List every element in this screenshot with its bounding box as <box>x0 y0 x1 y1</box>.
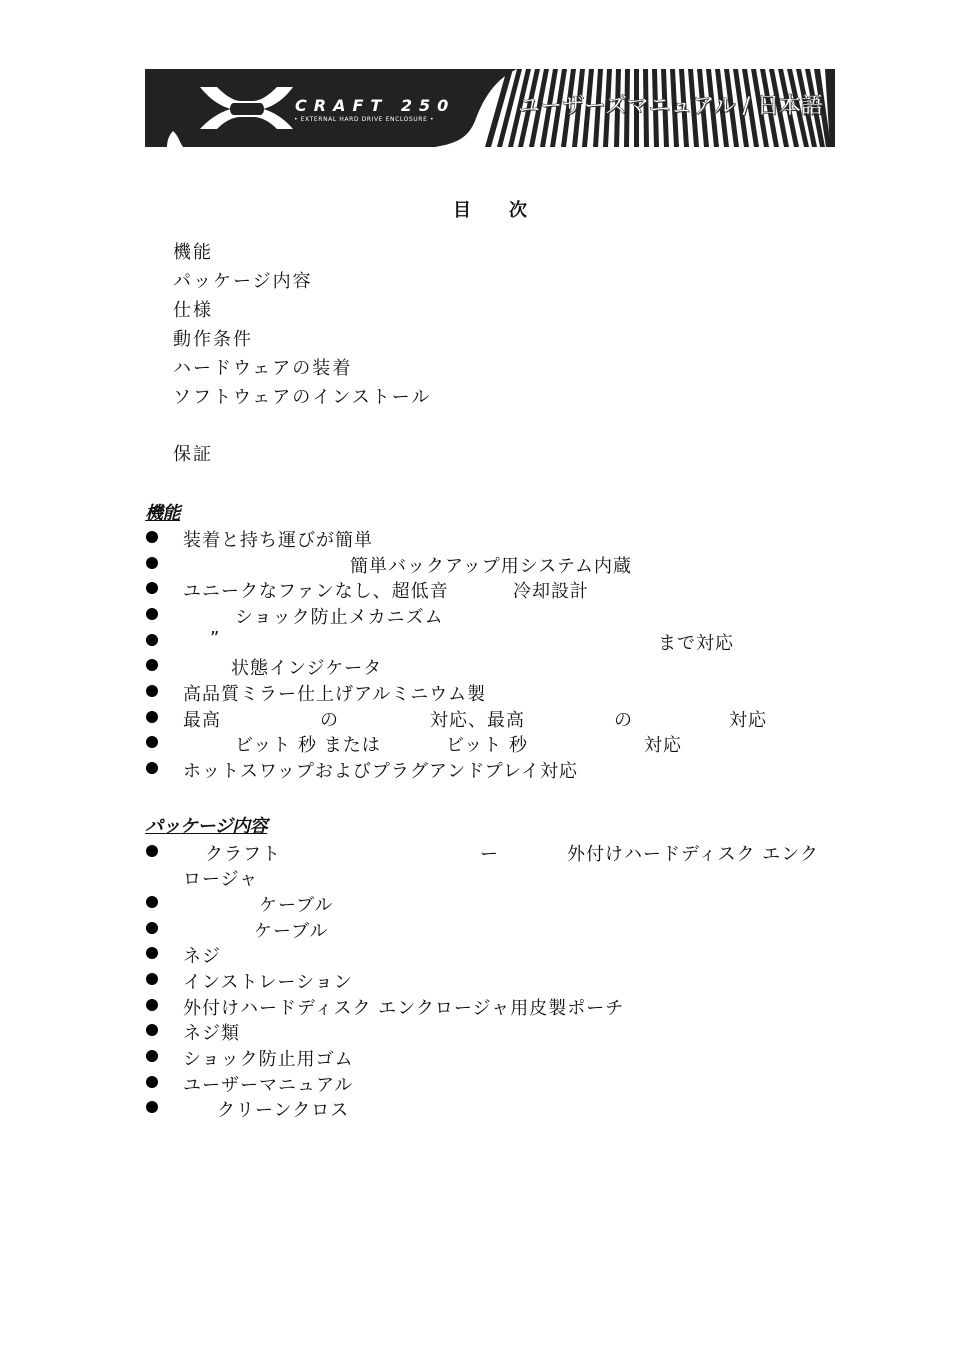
package-item-text: ユーザーマニュアル <box>183 1075 354 1096</box>
package-item-text: ケーブル <box>259 895 334 916</box>
toc-item: 保証 <box>173 444 213 465</box>
bullet-icon <box>146 896 158 908</box>
toc-title-right: 次 <box>509 200 529 221</box>
feature-item-text: 対応、最高 <box>430 710 525 731</box>
package-item-text: クラフト <box>205 844 281 865</box>
feature-item-text: 高品質ミラー仕上げアルミニウム製 <box>183 684 487 705</box>
feature-item-text: ” <box>210 628 221 649</box>
bullet-icon <box>146 922 158 934</box>
banner-title: ユーザーズマニュアル / 日本語 <box>518 94 823 119</box>
feature-item-text: 冷却設計 <box>513 581 589 602</box>
bullet-icon <box>146 762 158 774</box>
toc-item: パッケージ内容 <box>173 271 313 292</box>
bullet-icon <box>146 685 158 697</box>
bullet-icon <box>146 659 158 671</box>
toc-title <box>0 196 954 222</box>
toc-item: 仕様 <box>173 300 213 321</box>
package-item-text: クリーンクロス <box>217 1100 350 1121</box>
feature-item-text: ビット 秒 <box>446 735 529 756</box>
brand-title: CRAFT 250 <box>295 96 456 115</box>
package-item-text: ロージャ <box>183 869 259 890</box>
bullet-icon <box>146 608 158 620</box>
bullet-icon <box>146 582 158 594</box>
bullet-icon <box>146 845 158 857</box>
bullet-icon <box>146 1076 158 1088</box>
bullet-icon <box>146 1101 158 1113</box>
feature-item-text: ユニークなファンなし、超低音 <box>183 581 449 602</box>
package-item-text: ー <box>480 844 499 865</box>
feature-item-text: 簡単バックアップ用システム内蔵 <box>350 556 632 577</box>
bullet-icon <box>146 999 158 1011</box>
feature-item-text: の <box>320 710 339 731</box>
bullet-icon <box>146 1050 158 1062</box>
feature-item-text: まで対応 <box>658 633 734 654</box>
feature-item-text: ビット 秒 または <box>235 735 381 756</box>
brand-subtitle: • EXTERNAL HARD DRIVE ENCLOSURE • <box>294 116 435 123</box>
feature-item-text: 最高 <box>183 710 221 731</box>
feature-item-text: 状態インジケータ <box>231 658 383 679</box>
feature-item-text: 装着と持ち運びが簡単 <box>183 530 373 551</box>
feature-item-text: の <box>614 710 633 731</box>
toc-title-left: 目 <box>453 200 473 221</box>
feature-item-text: ショック防止メカニズム <box>235 607 444 628</box>
package-item-text: 外付けハードディスク エンク <box>567 844 819 865</box>
bullet-icon <box>146 634 158 646</box>
feature-item-text: 対応 <box>644 735 682 756</box>
feature-item-text: 対応 <box>729 710 767 731</box>
features-heading: 機能 <box>145 503 180 524</box>
bullet-icon <box>146 531 158 543</box>
package-item-text: 外付けハードディスク エンクロージャ用皮製ポーチ <box>183 998 625 1019</box>
bullet-icon <box>146 557 158 569</box>
package-item-text: ネジ類 <box>183 1023 240 1044</box>
package-item-text: ネジ <box>183 946 221 967</box>
bullet-icon <box>146 1024 158 1036</box>
package-item-text: ケーブル <box>254 921 329 942</box>
package-heading: パッケージ内容 <box>145 816 268 837</box>
feature-item-text: ホットスワップおよびプラグアンドプレイ対応 <box>183 761 579 782</box>
toc-item: ハードウェアの装着 <box>173 358 353 379</box>
bullet-icon <box>146 947 158 959</box>
toc-item: 動作条件 <box>173 329 253 350</box>
toc-item: 機能 <box>173 242 213 263</box>
bullet-icon <box>146 711 158 723</box>
bullet-icon <box>146 736 158 748</box>
bullet-icon <box>146 973 158 985</box>
package-item-text: インストレーション <box>183 972 353 993</box>
package-item-text: ショック防止用ゴム <box>183 1049 354 1070</box>
toc-item: ソフトウェアのインストール <box>173 387 432 408</box>
